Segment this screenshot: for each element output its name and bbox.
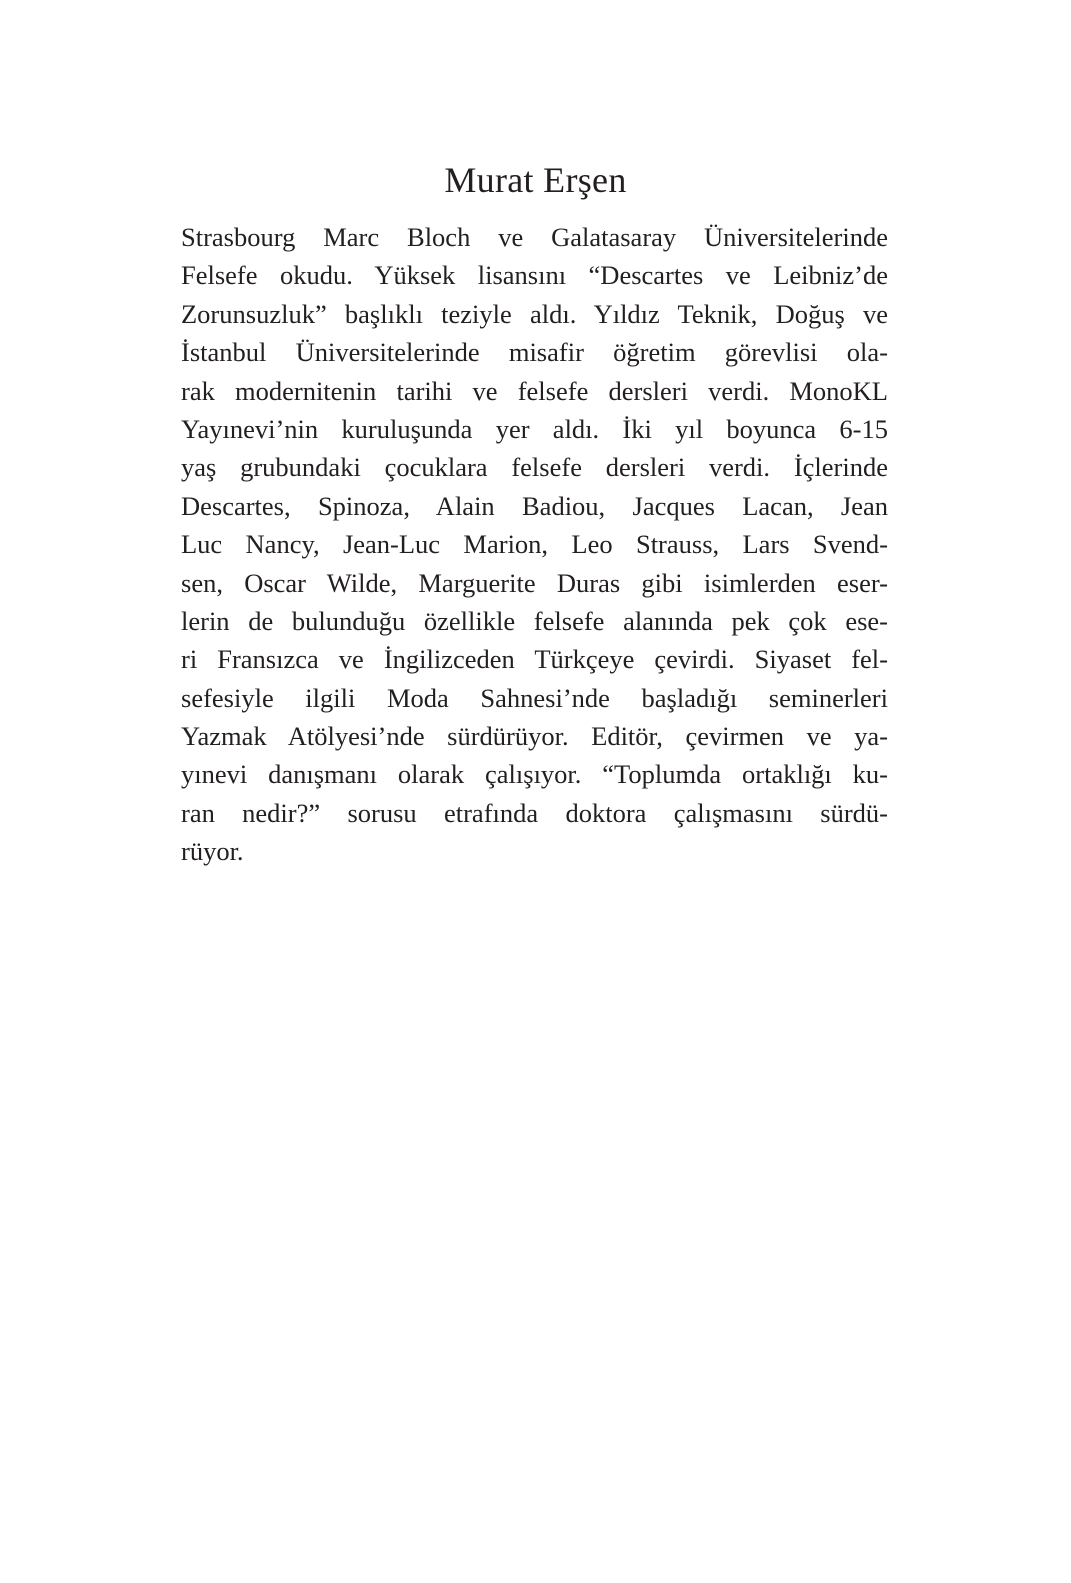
- bio-line: ran nedir?” sorusu etrafında doktora çalışmasını sürdü-: [181, 797, 888, 828]
- author-name: Murat Erşen: [444, 160, 627, 200]
- bio-line: sefesiyle ilgili Moda Sahnesi’nde başladığı seminerleri: [181, 682, 888, 713]
- bio-line: Zorunsuzluk” başlıklı teziyle aldı. Yıldız Teknik, Doğuş ve: [181, 298, 888, 329]
- bio-line: ri Fransızca ve İngilizceden Türkçeye çevirdi. Siyaset fel-: [181, 644, 888, 675]
- bio-line: lerin de bulunduğu özellikle felsefe alanında pek çok ese-: [181, 605, 888, 636]
- bio-line: yınevi danışmanı olarak çalışıyor. “Toplumda ortaklığı ku-: [181, 759, 888, 790]
- bio-line: rüyor.: [181, 836, 244, 867]
- bio-line: Yayınevi’nin kuruluşunda yer aldı. İki yıl boyunca 6-15: [181, 413, 888, 444]
- bio-line: Strasbourg Marc Bloch ve Galatasaray Üniversitelerinde: [181, 222, 888, 252]
- bio-line: Luc Nancy, Jean-Luc Marion, Leo Strauss, Lars Svend-: [181, 529, 888, 560]
- bio-line: yaş grubundaki çocuklara felsefe dersleri verdi. İçlerinde: [181, 452, 888, 483]
- bio-line: Yazmak Atölyesi’nde sürdürüyor. Editör, çevirmen ve ya-: [181, 721, 888, 752]
- bio-line: İstanbul Üniversitelerinde misafir öğretim görevlisi ola-: [181, 337, 888, 368]
- bio-line: rak modernitenin tarihi ve felsefe dersleri verdi. MonoKL: [181, 375, 888, 406]
- bio-line: Felsefe okudu. Yüksek lisansını “Descartes ve Leibniz’de: [181, 260, 888, 291]
- bio-line: Descartes, Spinoza, Alain Badiou, Jacques Lacan, Jean: [181, 490, 888, 521]
- bio-line: sen, Oscar Wilde, Marguerite Duras gibi isimlerden eser-: [181, 567, 888, 598]
- author-biography: [181, 218, 888, 871]
